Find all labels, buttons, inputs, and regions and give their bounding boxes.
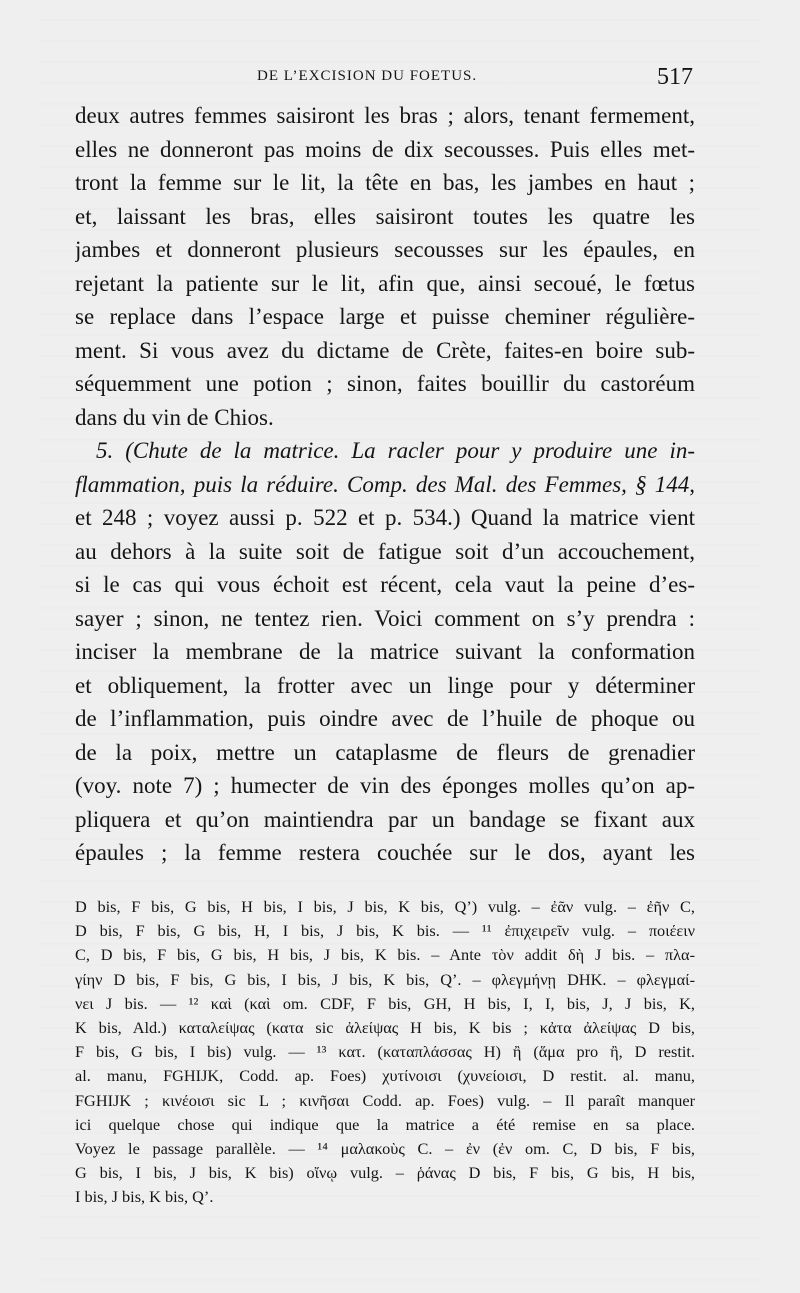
text-line: et, laissant les bras, elles saisiront toutes les quatre les	[75, 203, 695, 229]
text-line: ment. Si vous avez du dictame de Crète, faites-en boire sub-	[75, 337, 695, 363]
text-line: de l’inflammation, puis oindre avec de l’huile de phoque ou	[75, 706, 695, 731]
text-line: et 248 ; voyez aussi p. 522 et p. 534.) Quand la matrice vient	[75, 505, 695, 530]
footnote-line: I bis, J bis, K bis, Q’.	[75, 1187, 214, 1207]
footnote-line: al. manu, FGHIJK, Codd. ap. Foes) χυτίνοισι (χυνείοισι, D restit. al. manu,	[75, 1066, 695, 1086]
text-line: jambes et donneront plusieurs secousses sur les épaules, en	[75, 237, 695, 262]
text-line: deux autres femmes saisiront les bras ; alors, tenant fermement,	[75, 103, 695, 128]
text-line: inciser la membrane de la matrice suivant la conformation	[75, 639, 695, 664]
footnote-line: K bis, Ald.) καταλείψας (κατα sic ἀλείψας H bis, K bis ; κἀτα ἀλείψας D bis,	[75, 1017, 695, 1037]
section-heading-line: flammation, puis la réduire. Comp. des Mal. des Femmes, § 144,	[75, 471, 695, 497]
text-line: se replace dans l’espace large et puisse cheminer régulière-	[75, 304, 695, 329]
footnote-line: FGHIJK ; κινέοισι sic L ; κινῆσαι Codd. ap. Foes) vulg. – Il paraît manquer	[75, 1090, 695, 1110]
text-line: si le cas qui vous échoit est récent, cela vaut la peine d’es-	[75, 572, 695, 597]
main-text	[75, 99, 695, 870]
footnote-line: C, D bis, F bis, G bis, H bis, J bis, K bis. – Ante τὸν addit δὴ J bis. – πλα-	[75, 945, 695, 965]
text-line: pliquera et qu’on maintiendra par un bandage se fixant aux	[75, 806, 695, 832]
page-number: 517	[657, 64, 693, 90]
text-line: séquemment une potion ; sinon, faites bouillir du castoréum	[75, 371, 695, 396]
text-line: elles ne donneront pas moins de dix secousses. Puis elles met-	[75, 136, 695, 162]
footnote-line: D bis, F bis, G bis, H bis, I bis, J bis, K bis, Q’) vulg. – ἐᾶν vulg. – ἐῆν C,	[75, 897, 695, 916]
text-line: épaules ; la femme restera couchée sur le dos, ayant les	[75, 840, 695, 865]
text-line: tront la femme sur le lit, la tête en bas, les jambes en haut ;	[75, 170, 695, 195]
footnote-line: D bis, F bis, G bis, H, I bis, J bis, K bis. — ¹¹ ἐπιχειρεῖν vulg. – ποιέειν	[75, 921, 695, 941]
footnote-line: γίην D bis, F bis, G bis, I bis, J bis, K bis, Q’. – φλεγμήνῃ DHK. – φλεγμαί-	[75, 969, 695, 989]
text-line: sayer ; sinon, ne tentez rien. Voici comment on s’y prendra :	[75, 605, 695, 631]
footnote-line: F bis, G bis, I bis) vulg. — ¹³ κατ. (καταπλάσσας H) ἢ (ἅμα pro ἢ, D restit.	[75, 1042, 695, 1062]
text-line: dans du vin de Chios.	[75, 404, 274, 430]
section-heading-line: 5. (Chute de la matrice. La racler pour y produire une in-	[96, 438, 695, 463]
text-line: de la poix, mettre un cataplasme de fleurs de grenadier	[75, 739, 695, 765]
footnote-line: νει J bis. — ¹² καὶ (καὶ om. CDF, F bis, GH, H bis, I, I, bis, J, J bis, K,	[75, 993, 695, 1013]
text-line: et obliquement, la frotter avec un linge pour y déterminer	[75, 672, 695, 698]
footnotes	[75, 895, 695, 1209]
running-title: DE L’EXCISION DU FOETUS.	[257, 68, 478, 84]
footnote-line: G bis, I bis, J bis, K bis) οἴνῳ vulg. – ῥάνας D bis, F bis, G bis, H bis,	[75, 1163, 695, 1183]
page-header	[75, 66, 695, 92]
footnote-line: Voyez le passage parallèle. — ¹⁴ μαλακοὺς C. – ἐν (ἐν om. C, D bis, F bis,	[75, 1138, 695, 1158]
text-line: (voy. note 7) ; humecter de vin des éponges molles qu’on ap-	[75, 773, 695, 798]
text-line: au dehors à la suite soit de fatigue soit d’un accouchement,	[75, 538, 695, 564]
footnote-line: ici quelque chose qui indique que la matrice a été remise en sa place.	[75, 1114, 695, 1134]
text-line: rejetant la patiente sur le lit, afin que, ainsi secoué, le fœtus	[75, 270, 695, 296]
